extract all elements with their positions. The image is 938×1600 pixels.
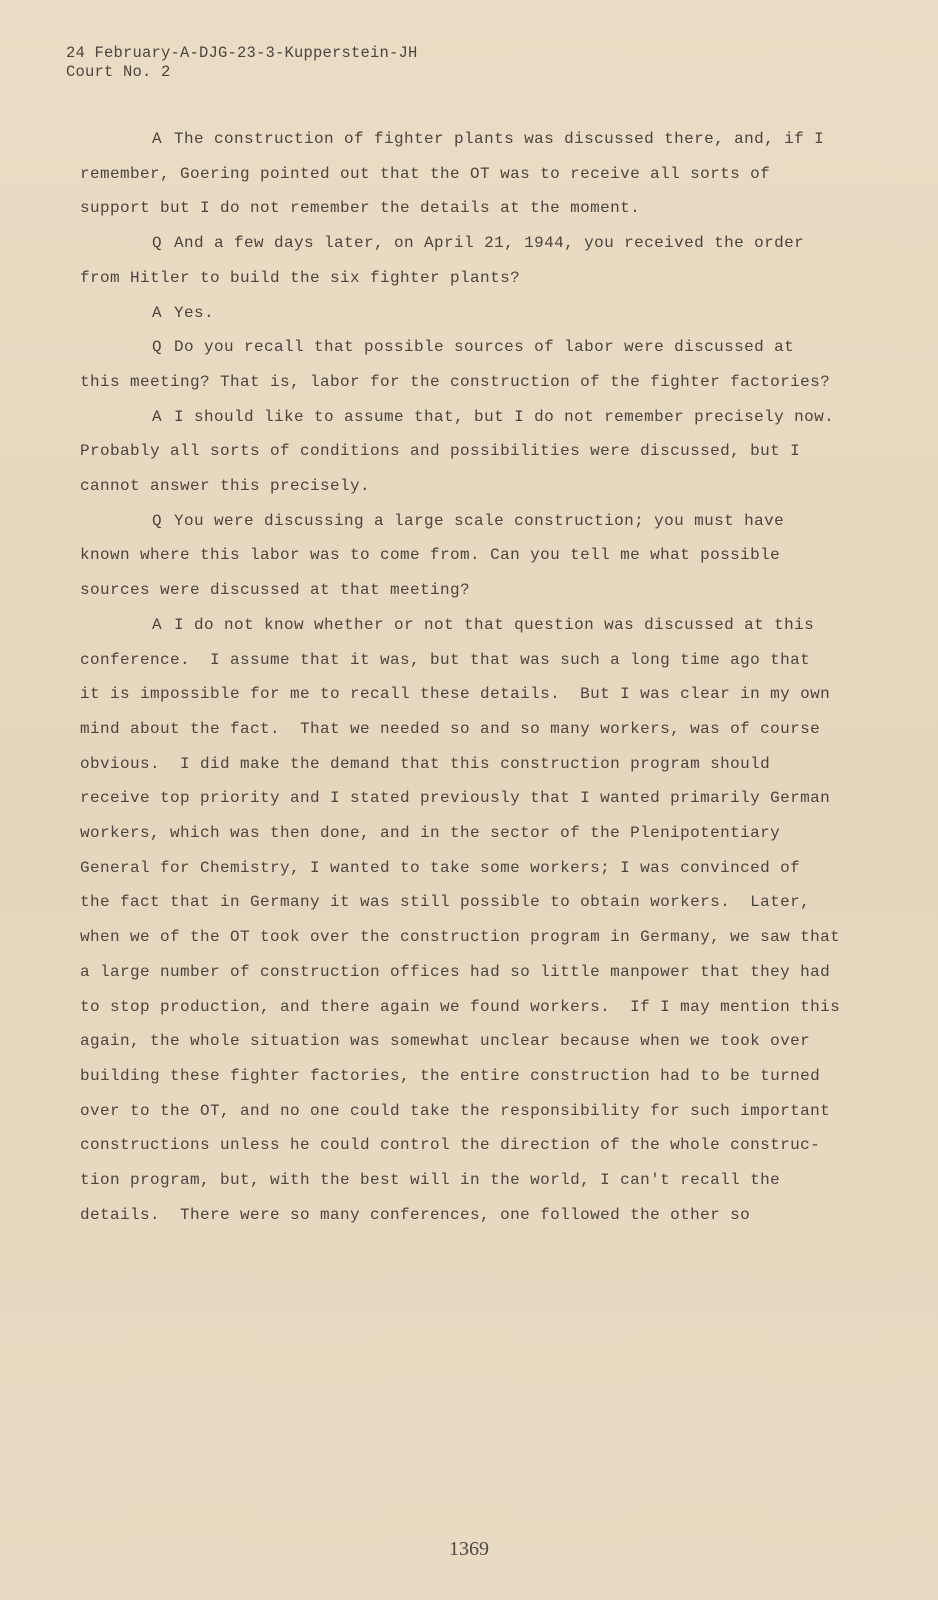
line-text: the fact that in Germany it was still possible to obtain workers. Later, [80,893,811,912]
transcript-line [80,608,880,643]
line-text: receive top priority and I stated previously that I wanted primarily German [80,789,831,808]
transcript-paragraph [80,608,880,1233]
line-text: constructions unless he could control the direction of the whole construc- [80,1136,821,1155]
line-text: it is impossible for me to recall these details. But I was clear in my own [80,685,831,704]
transcript-line [80,990,880,1025]
transcript-paragraph [80,122,880,226]
transcript-line [80,122,880,157]
line-text: I do not know whether or not that question was discussed at this [174,615,815,634]
line-text: sources were discussed at that meeting? [80,581,471,600]
line-text: conference. I assume that it was, but that was such a long time ago that [80,650,811,669]
transcript-line [80,885,880,920]
transcript-line [80,1024,880,1059]
transcript-line [80,573,880,608]
transcript-line [80,1094,880,1129]
transcript-line [80,747,880,782]
transcript-line [80,157,880,192]
transcript-line [80,434,880,469]
line-text: Probably all sorts of conditions and possibilities were discussed, but I [80,442,801,461]
transcript-paragraph [80,330,880,399]
transcript-line [80,643,880,678]
line-text: to stop production, and there again we found workers. If I may mention this [80,997,841,1016]
line-text: workers, which was then done, and in the sector of the Plenipotentiary [80,824,781,843]
document-header [66,44,418,82]
line-text: details. There were so many conferences, one followed the other so [80,1205,751,1224]
transcript-line [80,365,880,400]
transcript-body [80,122,880,1233]
transcript-paragraph [80,400,880,504]
transcript-line [80,712,880,747]
line-text: when we of the OT took over the construction program in Germany, we saw that [80,928,841,947]
line-text: mind about the fact. That we needed so and so many workers, was of course [80,719,821,738]
transcript-line [80,191,880,226]
line-text: Do you recall that possible sources of labor were discussed at [174,338,795,357]
transcript-line [80,261,880,296]
transcript-line [80,330,880,365]
transcript-line [80,504,880,539]
line-text: known where this labor was to come from. Can you tell me what possible [80,546,781,565]
transcript-line [80,469,880,504]
transcript-line [80,226,880,261]
line-text: cannot answer this precisely. [80,477,371,496]
transcript-line [80,1128,880,1163]
line-text: building these fighter factories, the entire construction had to be turned [80,1066,821,1085]
speaker-marker: A [152,407,163,426]
line-text: The construction of fighter plants was discussed there, and, if I [174,130,825,148]
line-text: this meeting? That is, labor for the construction of the fighter factories? [80,372,831,391]
transcript-line [80,920,880,955]
line-text: General for Chemistry, I wanted to take some workers; I was convinced of [80,858,801,877]
header-reference-line: 24 February-A-DJG-23-3-Kupperstein-JH [66,44,418,62]
page-number: 1369 [449,1538,489,1560]
transcript-line [80,816,880,851]
transcript-line [80,1198,880,1233]
line-text: I should like to assume that, but I do not remember precisely now. [174,407,835,426]
line-text: Yes. [174,303,215,322]
speaker-marker: A [152,615,163,634]
transcript-line [80,1059,880,1094]
line-text: support but I do not remember the details at the moment. [80,199,641,218]
transcript-line [80,538,880,573]
speaker-marker: A [152,130,163,148]
transcript-line [80,400,880,435]
transcript-line [80,1163,880,1198]
speaker-marker: Q [152,511,163,530]
transcript-paragraph [80,296,880,331]
transcript-line [80,851,880,886]
transcript-line [80,955,880,990]
speaker-marker: A [152,303,163,322]
line-text: again, the whole situation was somewhat unclear because when we took over [80,1032,811,1051]
speaker-marker: Q [152,234,163,253]
transcript-paragraph [80,504,880,608]
line-text: obvious. I did make the demand that this construction program should [80,754,771,773]
transcript-line [80,296,880,331]
speaker-marker: Q [152,338,163,357]
line-text: from Hitler to build the six fighter plants? [80,268,521,287]
line-text: You were discussing a large scale construction; you must have [174,511,785,530]
line-text: remember, Goering pointed out that the OT was to receive all sorts of [80,164,771,183]
line-text: tion program, but, with the best will in the world, I can't recall the [80,1171,781,1190]
header-court-line: Court No. 2 [66,63,171,81]
transcript-paragraph [80,226,880,295]
line-text: And a few days later, on April 21, 1944, you received the order [174,234,805,253]
line-text: a large number of construction offices had so little manpower that they had [80,962,831,981]
transcript-line [80,781,880,816]
line-text: over to the OT, and no one could take the responsibility for such important [80,1101,831,1120]
transcript-line [80,677,880,712]
